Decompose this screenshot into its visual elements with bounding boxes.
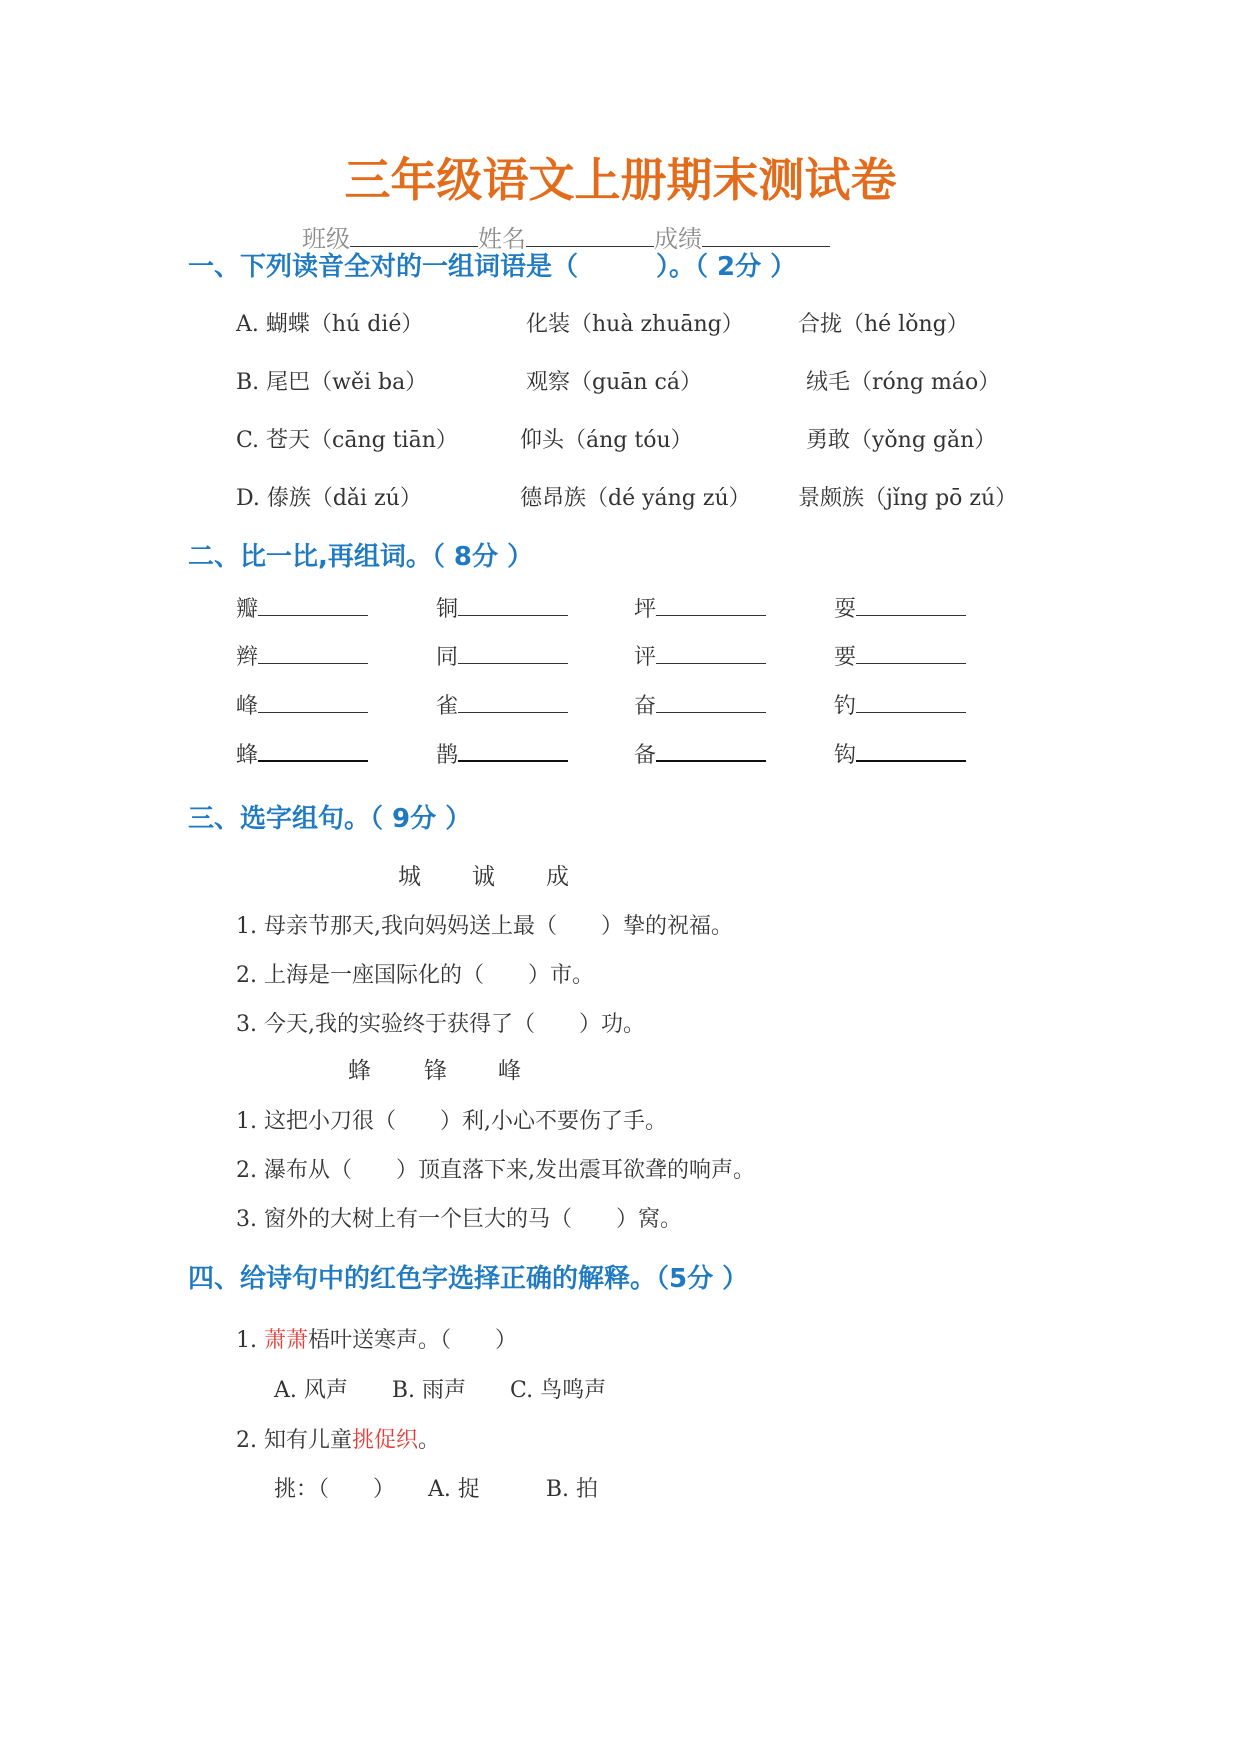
pair-row3-col2: [436, 690, 568, 722]
sentence-2-1: 1. 这把小刀很（ ）利,小心不要伤了手。: [236, 1109, 667, 1134]
pair-row4-col3: [634, 738, 766, 771]
pair-char: 峰: [236, 694, 259, 719]
q1-option-b-3: 绒毛（róng máo）: [806, 370, 1001, 395]
pair-char: 同: [436, 645, 459, 670]
highlighted-word: 挑促织: [351, 1428, 418, 1453]
highlighted-word: 萧萧: [263, 1328, 308, 1353]
q1-option-a-3: 合拢（hé lǒng）: [798, 312, 969, 337]
pair-char: 坪: [634, 597, 657, 622]
q1-option-d-1: D. 傣族（dǎi zú）: [236, 486, 422, 511]
word-blank[interactable]: [458, 641, 568, 664]
q1-option-b-2: 观察（guān cá）: [526, 370, 702, 395]
poem-question-1-options: A. 风声 B. 雨声 C. 鸟鸣声: [274, 1378, 607, 1403]
word-blank[interactable]: [656, 738, 766, 762]
word-blank[interactable]: [458, 690, 568, 713]
pair-char: 钩: [834, 743, 857, 768]
choice-char: 峰: [498, 1058, 521, 1084]
pair-char: 蜂: [236, 743, 259, 768]
page-title: 三年级语文上册期末测试卷: [344, 153, 897, 207]
sentence-1-2: 2. 上海是一座国际化的（ ）市。: [236, 963, 594, 988]
class-label: 班级: [302, 225, 350, 253]
sentence-1-3: 3. 今天,我的实验终于获得了（ ）功。: [236, 1012, 645, 1037]
poem-question-2-options: 挑：（ ） A. 捉 B. 拍: [274, 1477, 599, 1502]
pair-char: 备: [634, 743, 657, 768]
choice-char: 锋: [424, 1058, 447, 1084]
question-text: 梧叶送寒声。（ ）: [308, 1328, 518, 1353]
pair-row4-col4: [834, 738, 966, 771]
pair-char: 铜: [436, 597, 459, 622]
word-blank[interactable]: [656, 690, 766, 713]
q1-option-d-3: 景颇族（jǐng pō zú）: [798, 486, 1018, 511]
section-1-heading: 一、下列读音全对的一组词语是（ ）。（ 2分 ）: [188, 252, 797, 282]
word-blank[interactable]: [258, 641, 368, 664]
pair-row1-col2: [436, 593, 568, 625]
word-blank[interactable]: [856, 690, 966, 713]
q1-option-a-2: 化装（huà zhuāng）: [526, 312, 744, 337]
sentence-2-3: 3. 窗外的大树上有一个巨大的马（ ）窝。: [236, 1207, 682, 1232]
poem-question-2: [236, 1426, 440, 1456]
word-blank[interactable]: [258, 690, 368, 713]
pair-char: 雀: [436, 694, 459, 719]
word-blank[interactable]: [656, 593, 766, 616]
pair-char: 瓣: [236, 597, 259, 622]
section-4-heading: 四、给诗句中的红色字选择正确的解释。（5分 ）: [188, 1264, 749, 1294]
choice-char: 蜂: [348, 1058, 371, 1084]
pair-char: 耍: [834, 597, 857, 622]
word-blank[interactable]: [856, 593, 966, 616]
choice-char: 诚: [472, 864, 495, 890]
pair-row4-col1: [236, 738, 368, 771]
choice-char: 成: [546, 864, 569, 890]
pair-row1-col1: [236, 593, 368, 625]
question-text: 。: [418, 1428, 441, 1453]
pair-char: 钓: [834, 694, 857, 719]
score-label: 成绩: [654, 225, 702, 253]
pair-row2-col4: [834, 641, 966, 673]
poem-question-1: [236, 1326, 517, 1356]
name-label: 姓名: [478, 225, 526, 253]
score-field[interactable]: [702, 222, 830, 247]
pair-char: 奋: [634, 694, 657, 719]
word-blank[interactable]: [458, 593, 568, 616]
pair-char: 鹊: [436, 743, 459, 768]
q1-option-c-3: 勇敢（yǒng gǎn）: [806, 428, 997, 453]
class-field[interactable]: [350, 222, 478, 247]
q1-option-d-2: 德昂族（dé yáng zú）: [520, 486, 751, 511]
pair-char: 辫: [236, 645, 259, 670]
q1-option-c-1: C. 苍天（cāng tiān）: [236, 428, 458, 453]
section-2-heading: 二、比一比,再组词。（ 8分 ）: [188, 542, 534, 572]
word-blank[interactable]: [656, 641, 766, 664]
q1-option-a-1: A. 蝴蝶（hú dié）: [236, 312, 424, 337]
pair-row1-col3: [634, 593, 766, 625]
pair-row2-col1: [236, 641, 368, 673]
sentence-2-2: 2. 瀑布从（ ）顶直落下来,发出震耳欲聋的响声。: [236, 1158, 755, 1183]
pair-row3-col1: [236, 690, 368, 722]
word-blank[interactable]: [856, 738, 966, 762]
q1-option-c-2: 仰头（áng tóu）: [520, 428, 693, 453]
pair-row3-col4: [834, 690, 966, 722]
word-blank[interactable]: [258, 738, 368, 762]
question-number: 1.: [236, 1328, 264, 1353]
pair-row2-col2: [436, 641, 568, 673]
sentence-1-1: 1. 母亲节那天,我向妈妈送上最（ ）挚的祝福。: [236, 914, 733, 939]
word-blank[interactable]: [856, 641, 966, 664]
word-blank[interactable]: [258, 593, 368, 616]
pair-char: 要: [834, 645, 857, 670]
choice-char: 城: [398, 864, 421, 890]
pair-row4-col2: [436, 738, 568, 771]
section-3-heading: 三、选字组句。（ 9分 ）: [188, 804, 472, 834]
q1-option-b-1: B. 尾巴（wěi ba）: [236, 370, 428, 395]
question-text: 2. 知有儿童: [236, 1428, 352, 1453]
word-blank[interactable]: [458, 738, 568, 762]
pair-row2-col3: [634, 641, 766, 673]
pair-row1-col4: [834, 593, 966, 625]
name-field[interactable]: [526, 222, 654, 247]
pair-row3-col3: [634, 690, 766, 722]
pair-char: 评: [634, 645, 657, 670]
